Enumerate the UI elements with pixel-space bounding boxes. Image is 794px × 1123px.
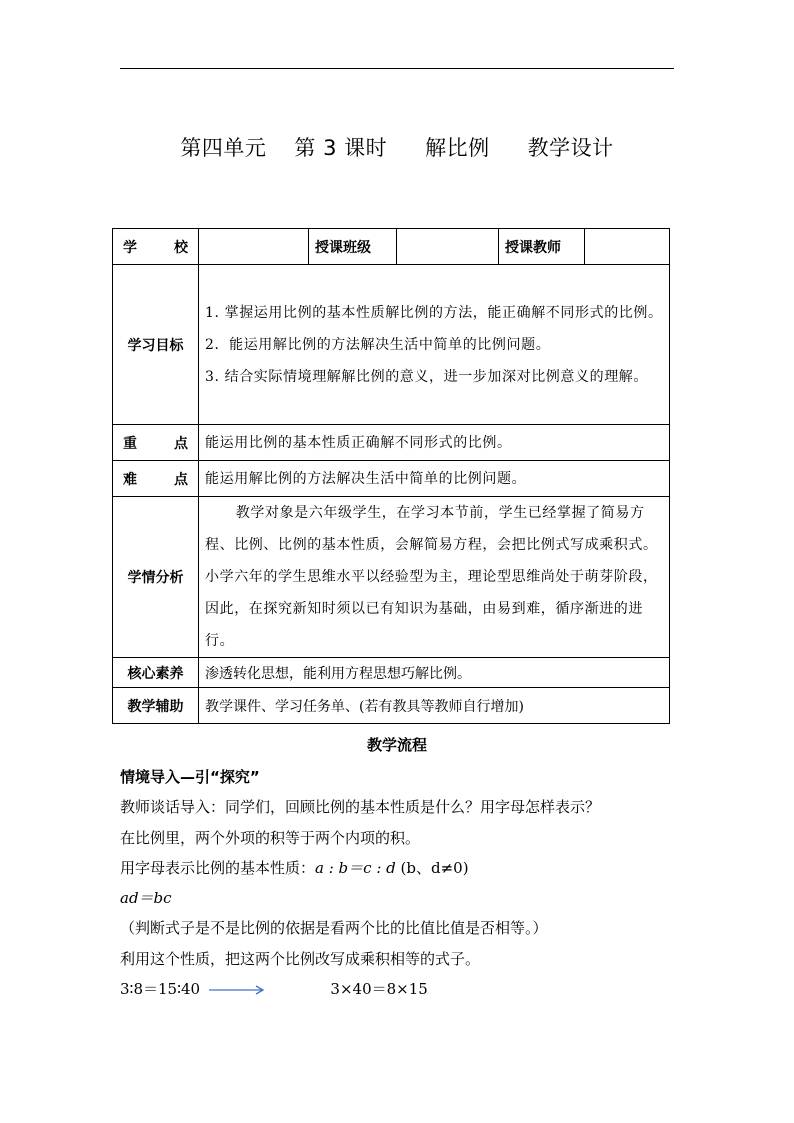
title-kind: 教学设计 (527, 136, 614, 160)
objective-item: 2．能运用解比例的方法解决生活中简单的比例问题。 (205, 336, 551, 353)
product-formula: ad＝bc (120, 889, 172, 908)
class-value-cell (397, 229, 499, 265)
aids-cell: 教学课件、学习任务单、(若有教具等教师自行增加) (199, 688, 670, 724)
difficult-cell: 能运用解比例的方法解决生活中简单的比例问题。 (199, 461, 670, 497)
literacy-cell: 渗透转化思想，能利用方程思想巧解比例。 (199, 658, 670, 688)
formula-line: 用字母表示比例的基本性质：a : b＝c : d (b、d≠0) (120, 858, 469, 877)
teacher-value-cell (585, 229, 670, 265)
school-label-cell: 学 校 (113, 229, 199, 265)
title-topic: 解比例 (425, 136, 490, 160)
section-heading: 情境导入—引“探究” (120, 768, 260, 786)
table-row (113, 265, 670, 425)
table-row (113, 658, 670, 688)
lesson-info-table (112, 228, 670, 724)
table-row (113, 461, 670, 497)
literacy-label-cell: 核心素养 (113, 658, 199, 688)
difficult-label-cell: 难 点 (113, 461, 199, 497)
table-row (113, 497, 670, 658)
example-line (120, 974, 680, 1004)
key-label-cell: 重 点 (113, 425, 199, 461)
analysis-label-cell: 学情分析 (113, 497, 199, 658)
aids-label-cell: 教学辅助 (113, 688, 199, 724)
table-row (113, 688, 670, 724)
title-lesson: 第 3 课时 (294, 136, 388, 160)
objectives-cell (199, 265, 670, 425)
note-line: （判断式子是不是比例的依据是看两个比的比值比值是否相等。） (120, 919, 548, 938)
flow-body (120, 762, 680, 1004)
flow-title: 教学流程 (366, 736, 427, 754)
example-right: 3×40＝8×15 (330, 980, 428, 999)
objective-item: 1. 掌握运用比例的基本性质解比例的方法，能正确解不同形式的比例。 (205, 304, 663, 321)
analysis-cell: 教学对象是六年级学生，在学习本节前，学生已经掌握了简易方程、比例、比例的基本性质，会解简易方程，会把比例式写成乘积式。小学六年的学生思维水平以经验型为主，理论型思维尚处于萌芽阶段，因此，在探究新知时须以已有知识为基础，由易到难，循序渐进的进行。 (199, 497, 670, 658)
formula-condition: (b、d≠0) (400, 858, 469, 877)
objective-item: 3. 结合实际情境理解解比例的意义，进一步加深对比例意义的理解。 (205, 368, 649, 385)
header-rule (120, 68, 674, 69)
example-left: 3∶8＝15∶40 (120, 980, 201, 999)
page-title (0, 132, 794, 162)
body-line: 在比例里，两个外项的积等于两个内项的积。 (120, 828, 421, 847)
key-cell: 能运用比例的基本性质正确解不同形式的比例。 (199, 425, 670, 461)
objectives-label-cell: 学习目标 (113, 265, 199, 425)
right-arrow-icon (209, 985, 265, 995)
table-row (113, 425, 670, 461)
table-row (113, 229, 670, 265)
teacher-label-cell: 授课教师 (499, 229, 585, 265)
title-unit: 第四单元 (180, 136, 267, 160)
body-line: 教师谈话导入：同学们，回顾比例的基本性质是什么？用字母怎样表示？ (120, 798, 601, 817)
instruction-line: 利用这个性质，把这两个比例改写成乘积相等的式子。 (120, 949, 481, 968)
school-value-cell (199, 229, 309, 265)
formula: a : b＝c : d (315, 858, 396, 877)
class-label-cell: 授课班级 (309, 229, 397, 265)
